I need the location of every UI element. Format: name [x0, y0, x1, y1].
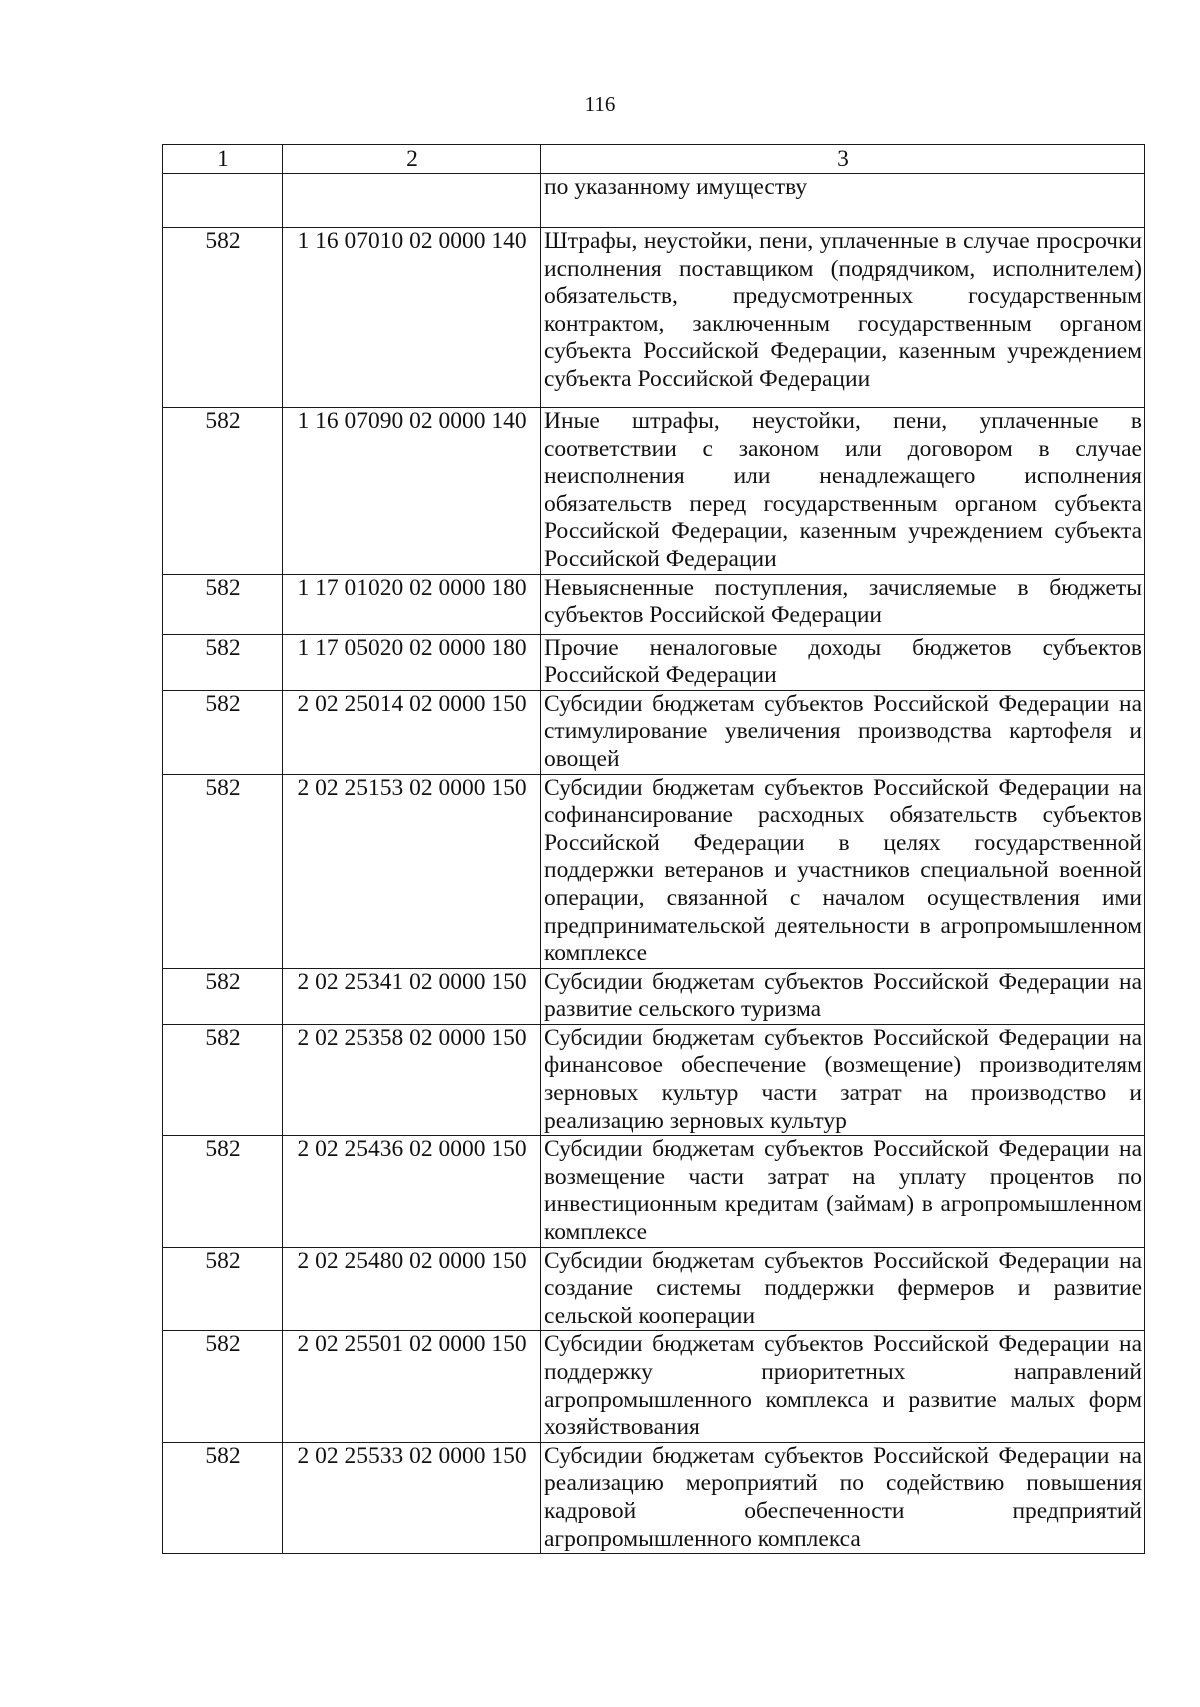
page-number: 116 [584, 92, 616, 116]
budget-classification-table [162, 144, 1145, 1554]
revenue-name-cell: Штрафы, неустойки, пени, уплаченные в случае просрочки исполнения поставщиком (подрядчиком, исполнителем) обязательств, предусмотренных государственным контрактом, заключенным государственным органом субъекта Российской Федерации, казенным учреждением субъекта Российской Федерации [541, 228, 1145, 408]
table-row [163, 634, 1145, 690]
revenue-name-cell: Иные штрафы, неустойки, пени, уплаченные в соответствии с законом или договором в случае неисполнения или ненадлежащего исполнения обязательств перед государственным органом субъекта Российской Федерации, казенным учреждением субъекта Российской Федерации [541, 408, 1145, 575]
table-row [163, 968, 1145, 1024]
budget-code-cell: 2 02 25014 02 0000 150 [283, 690, 541, 774]
budget-code-cell: 2 02 25501 02 0000 150 [283, 1331, 541, 1442]
budget-code-cell: 2 02 25480 02 0000 150 [283, 1247, 541, 1331]
column-header-1: 1 [163, 145, 283, 174]
admin-code-cell: 582 [163, 1136, 283, 1247]
admin-code-cell: 582 [163, 1024, 283, 1135]
budget-code-cell: 2 02 25533 02 0000 150 [283, 1442, 541, 1553]
table-row [163, 408, 1145, 575]
revenue-name-cell: Субсидии бюджетам субъектов Российской Федерации на создание системы поддержки фермеров и развитие сельской кооперации [541, 1247, 1145, 1331]
admin-code-cell: 582 [163, 574, 283, 634]
admin-code-cell: 582 [163, 968, 283, 1024]
revenue-name-cell: Субсидии бюджетам субъектов Российской Федерации на возмещение части затрат на уплату процентов по инвестиционным кредитам (займам) в агропромышленном комплексе [541, 1136, 1145, 1247]
column-header-3: 3 [541, 145, 1145, 174]
budget-code-cell: 2 02 25341 02 0000 150 [283, 968, 541, 1024]
table-row [163, 690, 1145, 774]
admin-code-cell: 582 [163, 774, 283, 968]
column-header-2: 2 [283, 145, 541, 174]
table-row [163, 1136, 1145, 1247]
admin-code-cell: 582 [163, 228, 283, 408]
budget-code-cell: 1 17 05020 02 0000 180 [283, 634, 541, 690]
table-row [163, 574, 1145, 634]
table-row [163, 1024, 1145, 1135]
continuation-row [163, 174, 1145, 228]
continuation-text: по указанному имуществу [541, 174, 1145, 228]
table-row [163, 1247, 1145, 1331]
revenue-name-cell: Субсидии бюджетам субъектов Российской Федерации на развитие сельского туризма [541, 968, 1145, 1024]
revenue-name-cell: Невыясненные поступления, зачисляемые в бюджеты субъектов Российской Федерации [541, 574, 1145, 634]
budget-code-cell: 1 16 07090 02 0000 140 [283, 408, 541, 575]
continuation-admin-cell [163, 174, 283, 228]
admin-code-cell: 582 [163, 1331, 283, 1442]
table-row [163, 1331, 1145, 1442]
admin-code-cell: 582 [163, 634, 283, 690]
budget-code-cell: 2 02 25358 02 0000 150 [283, 1024, 541, 1135]
budget-code-cell: 1 17 01020 02 0000 180 [283, 574, 541, 634]
revenue-name-cell: Субсидии бюджетам субъектов Российской Федерации на финансовое обеспечение (возмещение) производителям зерновых культур части затрат на производство и реализацию зерновых культур [541, 1024, 1145, 1135]
revenue-name-cell: Субсидии бюджетам субъектов Российской Федерации на стимулирование увеличения производства картофеля и овощей [541, 690, 1145, 774]
table-row [163, 1442, 1145, 1553]
revenue-name-cell: Прочие неналоговые доходы бюджетов субъектов Российской Федерации [541, 634, 1145, 690]
budget-code-cell: 2 02 25153 02 0000 150 [283, 774, 541, 968]
table-header-row [163, 145, 1145, 174]
budget-code-cell: 1 16 07010 02 0000 140 [283, 228, 541, 408]
table-row [163, 228, 1145, 408]
admin-code-cell: 582 [163, 408, 283, 575]
table-row [163, 774, 1145, 968]
admin-code-cell: 582 [163, 1442, 283, 1553]
budget-code-cell: 2 02 25436 02 0000 150 [283, 1136, 541, 1247]
revenue-name-cell: Субсидии бюджетам субъектов Российской Федерации на поддержку приоритетных направлений агропромышленного комплекса и развитие малых форм хозяйствования [541, 1331, 1145, 1442]
revenue-name-cell: Субсидии бюджетам субъектов Российской Федерации на реализацию мероприятий по содействию повышения кадровой обеспеченности предприятий агропромышленного комплекса [541, 1442, 1145, 1553]
revenue-name-cell: Субсидии бюджетам субъектов Российской Федерации на софинансирование расходных обязательств субъектов Российской Федерации в целях государственной поддержки ветеранов и участников специальной военной операции, связанной с началом осуществления ими предпринимательской деятельности в агропромышленном комплексе [541, 774, 1145, 968]
continuation-code-cell [283, 174, 541, 228]
admin-code-cell: 582 [163, 1247, 283, 1331]
admin-code-cell: 582 [163, 690, 283, 774]
